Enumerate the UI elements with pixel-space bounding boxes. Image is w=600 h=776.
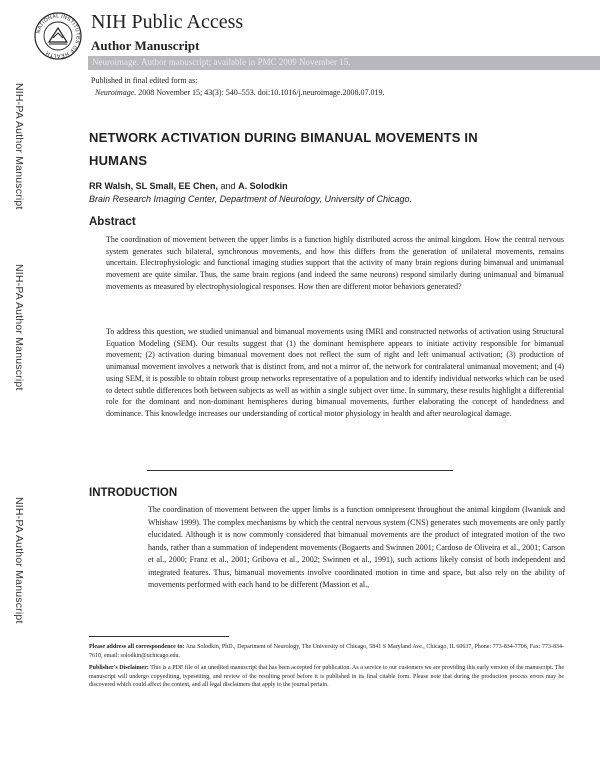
author-manuscript-label: Author Manuscript [91, 38, 200, 53]
side-label-top: NIH-PA Author Manuscript [13, 83, 25, 210]
citation [95, 88, 384, 97]
citation-journal: Neuroimage. [95, 88, 137, 97]
correspondence-footnote [89, 643, 564, 660]
abstract-heading: Abstract [89, 216, 136, 228]
disclaimer-label: Publisher's Disclaimer: [89, 665, 149, 671]
affiliation: Brain Research Imaging Center, Department of Neurology, University of Chicago. [89, 194, 412, 204]
introduction-paragraph: The coordination of movement between the upper limbs is a function omnipresent throughout the animal kingdom (Iwaniuk and Whishaw 1999). The complex mechanisms by which the central nervous system (CNS) generates such movements are only partly elucidated. Although it is now commonly considered that bimanual movements are the product of integrated motion of the two hands, rather than a summation of independent movements (Bogaerts and Swinnen 2001; Cardoso de Oliveira et al., 2001; Carson et al., 2000; Franz et al., 2001; Gribova et al., 2002; Swinnen et al., 1991), such actions likely consist of both independent and integrated features. Thus, bimanual movements involve coordinated motion in time and space, but also rely on the ability of movements performed with each hand to be different (Massion et al., [148, 505, 565, 589]
correspondence-label: Please address all correspondence to: [89, 644, 185, 650]
availability-banner-text [92, 57, 350, 67]
banner-availability: Author manuscript; available in PMC 2009 November 15. [140, 57, 351, 67]
authors-last: A. Solodkin [238, 181, 288, 191]
citation-details: 2008 November 15; 43(3): 540–553. doi:10.1016/j.neuroimage.2008.07.019. [138, 88, 385, 97]
nih-public-access-title: NIH Public Access [91, 11, 244, 33]
svg-text:NATIONAL INSTITUTES OF HEALTH: NATIONAL INSTITUTES OF HEALTH [35, 13, 81, 59]
authors-main: RR Walsh, SL Small, EE Chen, [89, 181, 219, 191]
disclaimer-text: This is a PDF file of an unedited manuscript that has been accepted for publication. As a service to our customers we are providing this early version of the manuscript. The manuscript will undergo copyediting, typesetting, and review of the resulting proof before it is published in its final citable form. Please note that during the production process errors may be discovered which could affect the content, and all legal disclaimers that apply to the journal pertain. [89, 665, 564, 688]
introduction-heading: INTRODUCTION [89, 487, 178, 499]
footnote-divider [89, 636, 229, 637]
published-in-label: Published in final edited form as: [91, 76, 198, 85]
publisher-disclaimer [89, 664, 564, 690]
abstract-paragraph-1: The coordination of movement between the upper limbs is a function highly distributed across the animal kingdom. How the central nervous system generates such bilateral, synchronous movements, and how this differs from the generation of unilateral movements, remains uncertain. Electrophysiologic and functional imaging studies support that the activity of many brain regions during bimanual and unimanual movement are quite similar. Thus, the same brain regions (and indeed the same neurons) respond similarly during unimanual and bimanual movements as measured by electrophysiological responses. How then are different motor behaviors generated? [106, 235, 564, 291]
correspondence-text: Ana Solodkin, PhD., Department of Neurology, The University of Chicago, 5841 S Maryland Ave., Chicago, IL 60637, Phone: 773-834-7706, Fax: 773-834-7610, email: solodkin@uchicago.edu. [89, 644, 564, 659]
side-label-bottom: NIH-PA Author Manuscript [13, 497, 25, 624]
banner-journal: Neuroimage. [92, 57, 139, 67]
paper-title: NETWORK ACTIVATION DURING BIMANUAL MOVEMENTS IN HUMANS [89, 130, 478, 168]
author-list [89, 181, 288, 191]
nih-logo [33, 11, 83, 61]
authors-and: and [220, 181, 236, 191]
abstract-paragraph-2: To address this question, we studied unimanual and bimanual movements using fMRI and constructed networks of activation using Structural Equation Modeling (SEM). Our results suggest that (1) the dominant hemisphere appears to initiate activity responsible for bimanual movement; (2) activation during bimanual movement does not reflect the sum of right and left unimanual activation; (3) production of unimanual movement involves a network that is distinct from, and not a mirror of, the network for contralateral unimanual movement; and (4) using SEM, it is possible to obtain robust group networks representative of a population and to identify individual networks which can be used to detect subtle differences both between subjects as well as within a single subject over time. In summary, these results highlight a differential role for the dominant and non-dominant hemispheres during bimanual movements, further elaborating the concept of handedness and dominance. This knowledge increases our understanding of cortical motor physiology in health and after neurological damage. [106, 327, 564, 418]
abstract-divider [147, 470, 453, 471]
side-label-middle: NIH-PA Author Manuscript [13, 264, 25, 391]
